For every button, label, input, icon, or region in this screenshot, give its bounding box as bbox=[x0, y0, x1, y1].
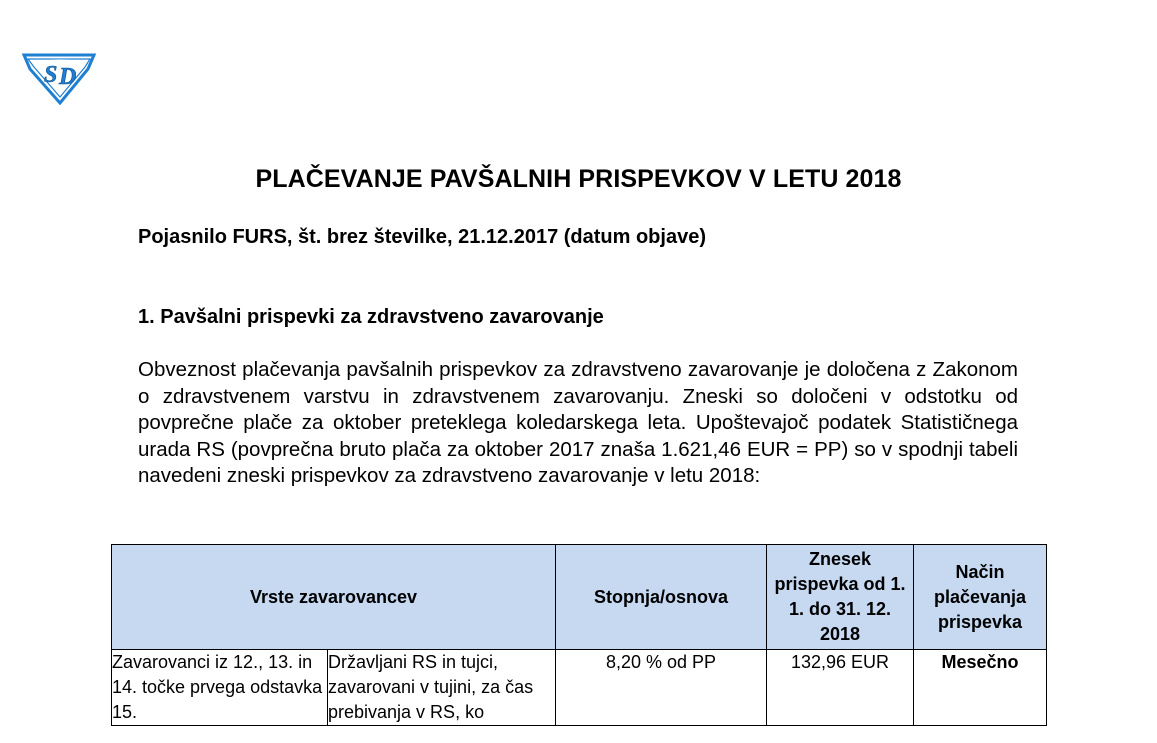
header-amount: Znesek prispevka od 1. 1. do 31. 12. 2018 bbox=[767, 545, 914, 650]
table-header-row bbox=[112, 545, 1047, 650]
cell-insured-category: Zavarovanci iz 12., 13. in 14. točke prvega odstavka 15. bbox=[112, 650, 328, 726]
document-title: PLAČEVANJE PAVŠALNIH PRISPEVKOV V LETU 2018 bbox=[255, 165, 902, 193]
contributions-table bbox=[111, 544, 1047, 726]
section-1-paragraph: Obveznost plačevanja pavšalnih prispevkov za zdravstveno zavarovanje je določena z Zakonom o zdravstvenem varstvu in zdravstvenem zavarovanju. Zneski so določeni v odstotku od povprečne plače za oktober preteklega koledarskega leta. Upoštevajoč podatek Statističnega urada RS (povprečna bruto plača za oktober 2017 znaša 1.621,46 EUR = PP) so v spodnji tabeli navedeni zneski prispevkov za zdravstveno zavarovanje v letu 2018: bbox=[138, 358, 1018, 488]
header-insured-types: Vrste zavarovancev bbox=[112, 545, 556, 650]
table-row bbox=[112, 650, 1047, 726]
header-payment-method: Način plačevanja prispevka bbox=[914, 545, 1047, 650]
cell-rate: 8,20 % od PP bbox=[556, 650, 767, 726]
header-rate: Stopnja/osnova bbox=[556, 545, 767, 650]
cell-amount: 132,96 EUR bbox=[767, 650, 914, 726]
sd-logo-icon bbox=[22, 47, 96, 105]
svg-text:S: S bbox=[44, 62, 58, 88]
cell-payment-method: Mesečno bbox=[914, 650, 1047, 726]
svg-text:D: D bbox=[59, 64, 77, 90]
section-1-heading: 1. Pavšalni prispevki za zdravstveno zavarovanje bbox=[138, 306, 604, 328]
cell-insured-description: Državljani RS in tujci, zavarovani v tujini, za čas prebivanja v RS, ko bbox=[328, 650, 556, 726]
document-subtitle: Pojasnilo FURS, št. brez številke, 21.12.2017 (datum objave) bbox=[138, 226, 706, 248]
